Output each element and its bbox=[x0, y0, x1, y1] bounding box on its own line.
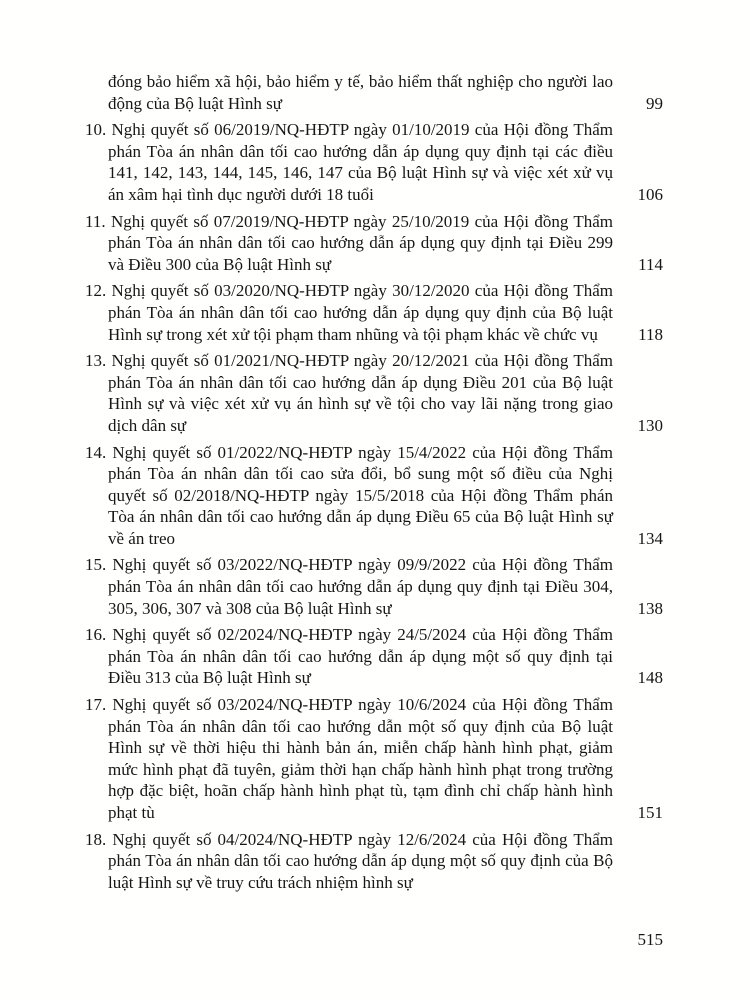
toc-entry bbox=[85, 442, 663, 550]
toc-entry-page-ref: 118 bbox=[638, 324, 663, 344]
toc-entry-page-ref: 99 bbox=[646, 93, 663, 113]
toc-entry bbox=[85, 211, 663, 276]
toc-entry-page-ref: 114 bbox=[638, 254, 663, 274]
toc-entry-page-ref: 134 bbox=[637, 528, 663, 548]
toc-entry-number: 15. bbox=[85, 555, 107, 575]
toc-entry-number: 12. bbox=[85, 281, 107, 301]
toc-entry-text: Nghị quyết số 04/2024/NQ-HĐTP ngày 12/6/2024 của Hội đồng Thẩm phán Tòa án nhân dân tối cao hướng dẫn áp dụng một số quy định của Bộ luật Hình sự về truy cứu trách nhiệm hình sự bbox=[108, 829, 613, 892]
toc-entry bbox=[85, 119, 663, 205]
toc-entry bbox=[85, 350, 663, 436]
toc-entry-text: Nghị quyết số 02/2024/NQ-HĐTP ngày 24/5/2024 của Hội đồng Thẩm phán Tòa án nhân dân tối cao hướng dẫn áp dụng một số quy định tại Điều 313 của Bộ luật Hình sự bbox=[108, 625, 613, 688]
toc-entry-number: 11. bbox=[85, 211, 106, 231]
table-of-contents bbox=[85, 71, 663, 898]
toc-entry-text: Nghị quyết số 03/2022/NQ-HĐTP ngày 09/9/2022 của Hội đồng Thẩm phán Tòa án nhân dân tối cao hướng dẫn áp dụng quy định tại Điều 304, 305, 306, 307 và 308 của Bộ luật Hình sự bbox=[108, 555, 613, 618]
toc-entry-page-ref: 151 bbox=[637, 803, 663, 822]
toc-entry-number: 18. bbox=[85, 829, 107, 849]
toc-entry-text: Nghị quyết số 03/2020/NQ-HĐTP ngày 30/12/2020 của Hội đồng Thẩm phán Tòa án nhân dân tối cao hướng dẫn áp dụng quy định của Bộ luật Hình sự trong xét xử tội phạm tham nhũng và tội phạm khác về chức vụ bbox=[108, 281, 613, 344]
toc-entry-number: 13. bbox=[85, 351, 107, 371]
toc-entry-text: Nghị quyết số 06/2019/NQ-HĐTP ngày 01/10/2019 của Hội đồng Thẩm phán Tòa án nhân dân tối cao hướng dẫn áp dụng quy định tại các điều 141, 142, 143, 144, 145, 146, 147 của Bộ luật Hình sự và việc xét xử vụ án xâm hại tình dục người dưới 18 tuổi bbox=[108, 120, 613, 204]
toc-entry-text: Nghị quyết số 03/2024/NQ-HĐTP ngày 10/6/2024 của Hội đồng Thẩm phán Tòa án nhân dân tối cao hướng dẫn một số quy định của Bộ luật Hình sự về thời hiệu thi hành bản án, miễn chấp hành hình phạt, giảm mức hình phạt đã tuyên, giảm thời hạn chấp hành hình phạt trong trường hợp đặc biệt, hoãn chấp hành hình phạt tù, tạm đình chỉ chấp hành hình phạt tù bbox=[108, 695, 613, 822]
toc-entry-page-ref: 148 bbox=[637, 668, 663, 688]
toc-entry-text: Nghị quyết số 01/2022/NQ-HĐTP ngày 15/4/2022 của Hội đồng Thẩm phán Tòa án nhân dân tối cao sửa đổi, bổ sung một số điều của Nghị quyết số 02/2018/NQ-HĐTP ngày 15/5/2018 của Hội đồng Thẩm phán Tòa án nhân dân tối cao hướng dẫn áp dụng Điều 65 của Bộ luật Hình sự về án treo bbox=[108, 442, 613, 548]
page-number-footer: 515 bbox=[637, 930, 663, 949]
toc-entry bbox=[85, 554, 663, 619]
toc-entry-text: Nghị quyết số 01/2021/NQ-HĐTP ngày 20/12/2021 của Hội đồng Thẩm phán Tòa án nhân dân tối cao hướng dẫn áp dụng Điều 201 của Bộ luật Hình sự và việc xét xử vụ án hình sự về tội cho vay lãi nặng trong giao dịch dân sự bbox=[108, 351, 613, 435]
toc-entry-page-ref: 130 bbox=[637, 415, 663, 435]
toc-entry-number: 17. bbox=[85, 695, 107, 715]
toc-entry bbox=[85, 71, 663, 114]
toc-entry-page-ref: 106 bbox=[637, 184, 663, 204]
toc-entry-number: 16. bbox=[85, 625, 107, 645]
toc-entry bbox=[85, 829, 663, 894]
toc-entry-text: Nghị quyết số 07/2019/NQ-HĐTP ngày 25/10/2019 của Hội đồng Thẩm phán Tòa án nhân dân tối cao hướng dẫn áp dụng quy định tại Điều 299 và Điều 300 của Bộ luật Hình sự bbox=[108, 211, 613, 274]
toc-entry-number: 10. bbox=[85, 120, 107, 140]
toc-entry bbox=[85, 624, 663, 689]
toc-entry bbox=[85, 280, 663, 345]
toc-entry bbox=[85, 694, 663, 824]
toc-entry-page-ref: 138 bbox=[637, 598, 663, 618]
toc-entry-text: đóng bảo hiểm xã hội, bảo hiểm y tế, bảo hiểm thất nghiệp cho người lao động của Bộ luật Hình sự bbox=[108, 72, 613, 113]
toc-entry-number: 14. bbox=[85, 442, 107, 462]
